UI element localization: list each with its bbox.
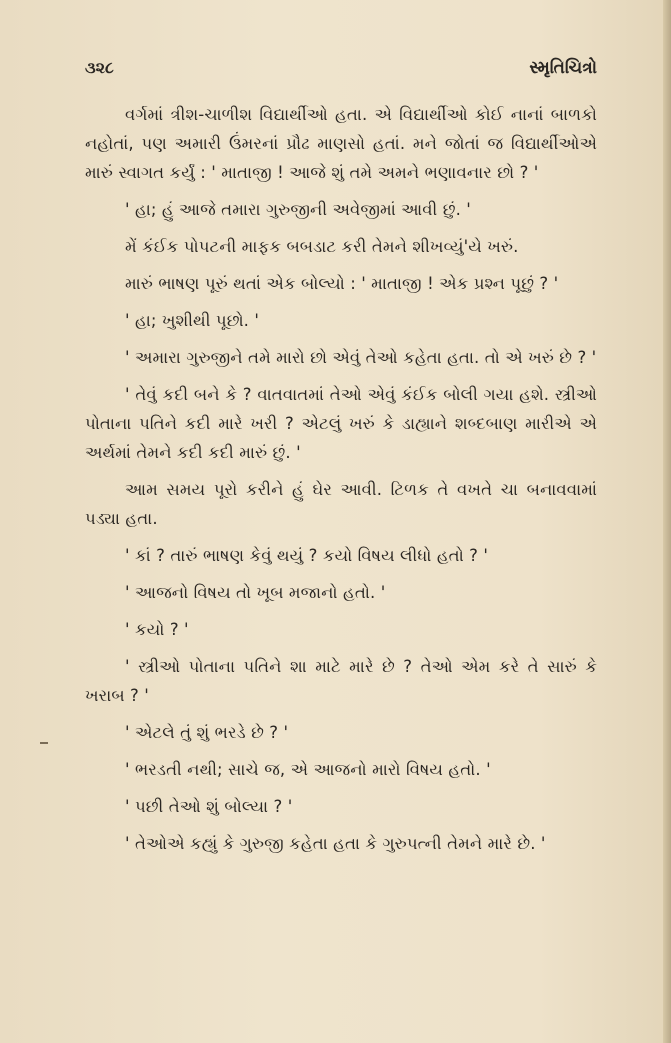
- paragraph: ' હા; હું આજે તમારા ગુરુજીની અવેજીમાં આવી છું. ': [125, 200, 471, 219]
- page-edge: [663, 0, 671, 1043]
- paragraph: મારું ભાષણ પૂરું થતાં એક બોલ્યો : ' માતાજી ! એક પ્રશ્ન પૂછું ? ': [125, 274, 559, 293]
- paragraph: વર્ગમાં ત્રીશ-ચાળીશ વિદ્યાર્થીઓ હતા. એ વિદ્યાર્થીઓ કોઈ નાનાં બાળકો નહોતાં, પણ અમારી ઉંમરનાં પ્રૌઢ માણસો હતાં. મને જોતાં જ વિદ્યાર્થીઓએ મારું સ્વાગત કર્યું : ' માતાજી ! આજે શું તમે અમને ભણાવનાર છો ? ': [85, 105, 597, 182]
- paragraph: આમ સમય પૂરો કરીને હું ઘેર આવી. ટિળક તે વખતે ચા બનાવવામાં પડ્યા હતા.: [85, 480, 597, 528]
- paragraph: ' હા; ખુશીથી પૂછો. ': [125, 311, 259, 330]
- paragraph: ' કાં ? તારું ભાષણ કેવું થયું ? કયો વિષય લીધો હતો ? ': [125, 546, 488, 565]
- paragraph: મેં કંઈક પોપટની માફક બબડાટ કરી તેમને શીખવ્યું'યે ખરું.: [125, 237, 519, 256]
- margin-mark: [40, 742, 48, 744]
- paragraph: ' અમારા ગુરુજીને તમે મારો છો એવું તેઓ કહેતા હતા. તો એ ખરું છે ? ': [125, 348, 597, 367]
- paragraph: ' પછી તેઓ શું બોલ્યા ? ': [125, 797, 293, 816]
- paragraph: ' આજનો વિષય તો ખૂબ મજાનો હતો. ': [125, 583, 386, 602]
- running-title: સ્મૃતિચિત્રો: [529, 58, 597, 78]
- paragraph: ' એટલે તું શું ભરડે છે ? ': [125, 723, 289, 742]
- paragraph: ' સ્ત્રીઓ પોતાના પતિને શા માટે મારે છે ? તેઓ એમ કરે તે સારું કે ખરાબ ? ': [85, 657, 597, 705]
- paragraph: ' તેઓએ કહ્યું કે ગુરુજી કહેતા હતા કે ગુરુપત્ની તેમને મારે છે. ': [125, 834, 546, 853]
- paragraph: ' ભરડતી નથી; સાચે જ, એ આજનો મારો વિષય હતો. ': [125, 760, 491, 779]
- body-text: [85, 100, 597, 866]
- page-number: ૩૨૮: [85, 58, 114, 77]
- paragraph: ' કયો ? ': [125, 620, 189, 639]
- page-header: [85, 58, 597, 88]
- paragraph: ' તેવું કદી બને કે ? વાતવાતમાં તેઓ એવું કંઈક બોલી ગયા હશે. સ્ત્રીઓ પોતાના પતિને કદી મારે ખરી ? એટલું ખરું કે ડાહ્યાને શબ્દબાણ મારીએ એ અર્થમાં તેમને કદી કદી મારું છું. ': [85, 385, 597, 462]
